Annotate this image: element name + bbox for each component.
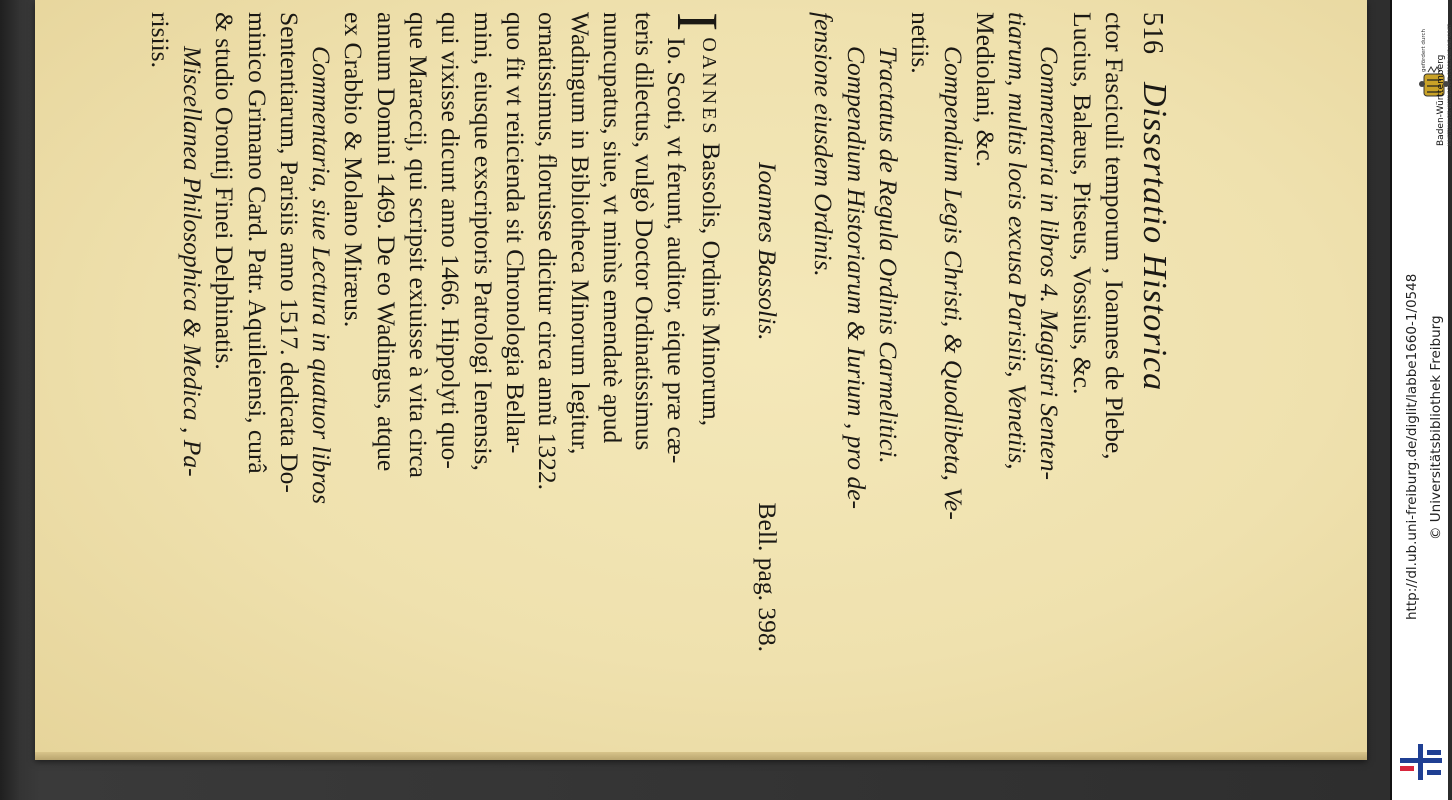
entry-body xyxy=(337,12,730,722)
text-line: teris dilectus, vulgò Doctor Ordinatissimus xyxy=(630,12,660,451)
text-line: Mediolani, &c. xyxy=(970,12,1000,168)
text-line: fensione eiusdem Ordinis. xyxy=(809,12,839,277)
text-line: risiis. xyxy=(145,12,175,68)
text-line: ex Crabbio & Molano Miræus. xyxy=(339,12,369,328)
copyright-notice: © Universitätsbibliothek Freiburg xyxy=(1428,315,1444,540)
page-edge xyxy=(35,752,1367,760)
entry-name: Ioannes Bassolis. xyxy=(753,162,783,341)
text-line: Commentaria in libros 4. Magistri Senten- xyxy=(1035,46,1065,480)
text-line: qui vixisse dicunt anno 1466. Hippolyti quo- xyxy=(436,12,466,469)
page-header xyxy=(1130,12,1173,722)
text-line: mini, eiusque exscriptoris Patrologi Ienensis, xyxy=(468,12,498,471)
sponsor-name: Baden-Württemberg xyxy=(1436,54,1446,146)
text-line: Sententiarum, Parisiis anno 1517. dedicata Do- xyxy=(274,12,304,493)
entry-heading xyxy=(751,12,783,722)
text-line: Tractatus de Regula Ordinis Carmelitici. xyxy=(873,46,903,464)
text-line: Io. Scoti, vt ferunt, auditor, eique præ cæ- xyxy=(662,37,692,464)
running-title: Dissertatio Historica xyxy=(1136,82,1173,392)
text-line: Commentaria, siue Lectura in quatuor libros xyxy=(307,46,337,505)
page-number: 516 xyxy=(1137,12,1168,54)
text-line: & studio Orontij Finei Delphinatis. xyxy=(210,12,240,370)
text-line: que Maraccij, qui scripsit exiuisse à vita circa xyxy=(404,12,434,478)
first-word: OANNES xyxy=(697,37,720,137)
sponsor-label: gefördert durch xyxy=(1421,28,1427,72)
text-line: ctor Fasciculi temporum , Ioannes de Plebe, xyxy=(1100,12,1129,460)
text-line: Lucius, Balæus, Pitseus, Vossius, &c. xyxy=(1067,12,1097,395)
text-line: ornatissimus, floruisse dicitur circa annũ 1322. xyxy=(533,12,563,491)
source-url[interactable]: http://dl.ub.uni-freiburg.de/diglit/labbe1660-1/0548 xyxy=(1404,273,1420,620)
text-line: quo fit vt reiicienda sit Chronologia Bellar- xyxy=(500,12,530,454)
sponsor-ministry: MINISTERIUM FÜR WISSENSCHAFT, FORSCHUNG UND KUNST xyxy=(1447,24,1452,146)
text-line: minico Grimano Card. Patr. Aquileiensi, curâ xyxy=(242,12,272,474)
text-line: Compendium Historiarum & Iurium , pro de- xyxy=(841,46,871,510)
text-line: Wadingum in Bibliotheca Minorum legitur, xyxy=(565,12,595,455)
text-line: annum Domini 1469. De eo Wadingus, atque xyxy=(371,12,401,472)
text-line: OANNES Bassolis, Ordinis Minorum, xyxy=(696,37,726,427)
text-line: tiarum, multis locis excusa Parisiis, Venetiis, xyxy=(1003,12,1033,470)
page-text-block xyxy=(145,12,1173,722)
text-line: Compendium Legis Christi, & Quodlibeta, Ve- xyxy=(938,46,968,520)
text-line: Miscellanea Philosophica & Medica , Pa- xyxy=(177,46,207,477)
drop-cap: I xyxy=(664,12,730,32)
entry-reference: Bell. pag. 398. xyxy=(753,502,783,652)
library-logo-icon xyxy=(1398,742,1444,782)
text-line: nuncupatus, siue, vt minùs emendatè apud xyxy=(597,12,627,444)
text-line: netiis. xyxy=(906,12,936,74)
